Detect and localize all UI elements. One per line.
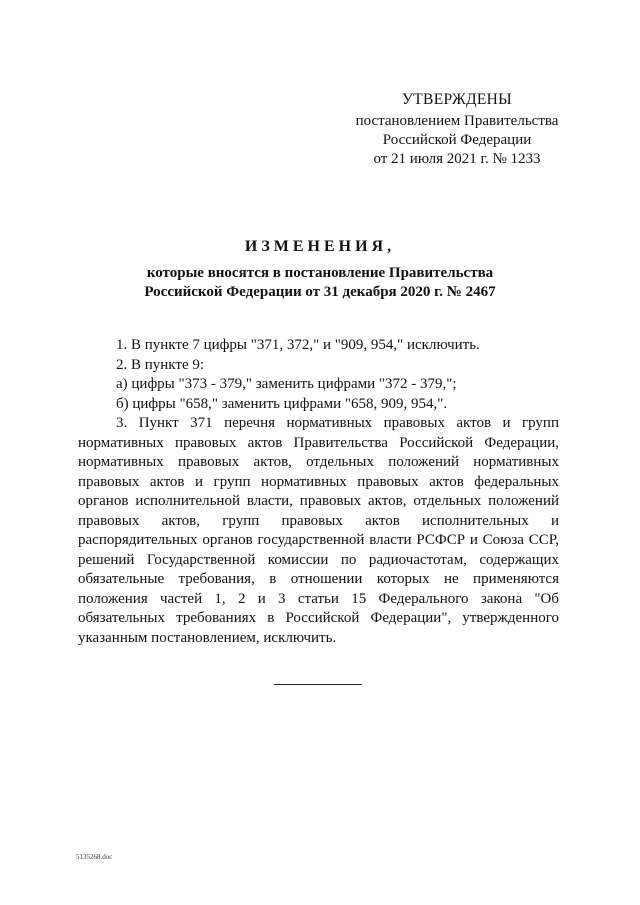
- document-subtitle: [60, 264, 580, 302]
- approval-line-1: постановлением Правительства: [355, 113, 559, 129]
- paragraph-2a: а) цифры "373 - 379," заменить цифрами "372 - 379,";: [116, 376, 457, 392]
- paragraph-3: 3. Пункт 371 перечня нормативных правовых актов и групп нормативных правовых актов Правительства Российской Федерации, нормативных правовых актов, отдельных положений нормативных правовых актов и групп нормативных правовых актов федеральных органов исполнительной власти, правовых актов, отдельных положений правовых актов, групп правовых актов исполнительных и распорядительных органов государственной власти РСФСР и Союза ССР, решений Государственной комиссии по радиочастотам, содержащих обязательные требования, в отношении которых не применяются положения частей 1, 2 и 3 статьи 15 Федерального закона "Об обязательных требованиях в Российской Федерации", утвержденного указанным постановлением, исключить.: [78, 415, 559, 646]
- paragraph-2: 2. В пункте 9:: [116, 356, 205, 373]
- file-name: 5135268.doc: [76, 853, 113, 861]
- paragraph-1: 1. В пункте 7 цифры "371, 372," и "909, 954," исключить.: [116, 337, 480, 353]
- approval-block: [352, 90, 562, 169]
- subtitle-line-1: которые вносятся в постановление Правительства: [146, 265, 494, 281]
- paragraph-2b: б) цифры "658," заменить цифрами "658, 909, 954,".: [116, 395, 448, 412]
- subtitle-line-2: Российской Федерации от 31 декабря 2020 г. № 2467: [144, 284, 496, 300]
- approval-line-2: Российской Федерации: [382, 132, 532, 148]
- approval-line-3: от 21 июля 2021 г. № 1233: [373, 151, 541, 167]
- end-divider: [274, 684, 362, 685]
- approval-heading: УТВЕРЖДЕНЫ: [402, 91, 512, 108]
- document-title: ИЗМЕНЕНИЯ,: [244, 238, 396, 255]
- document-body: [78, 336, 559, 648]
